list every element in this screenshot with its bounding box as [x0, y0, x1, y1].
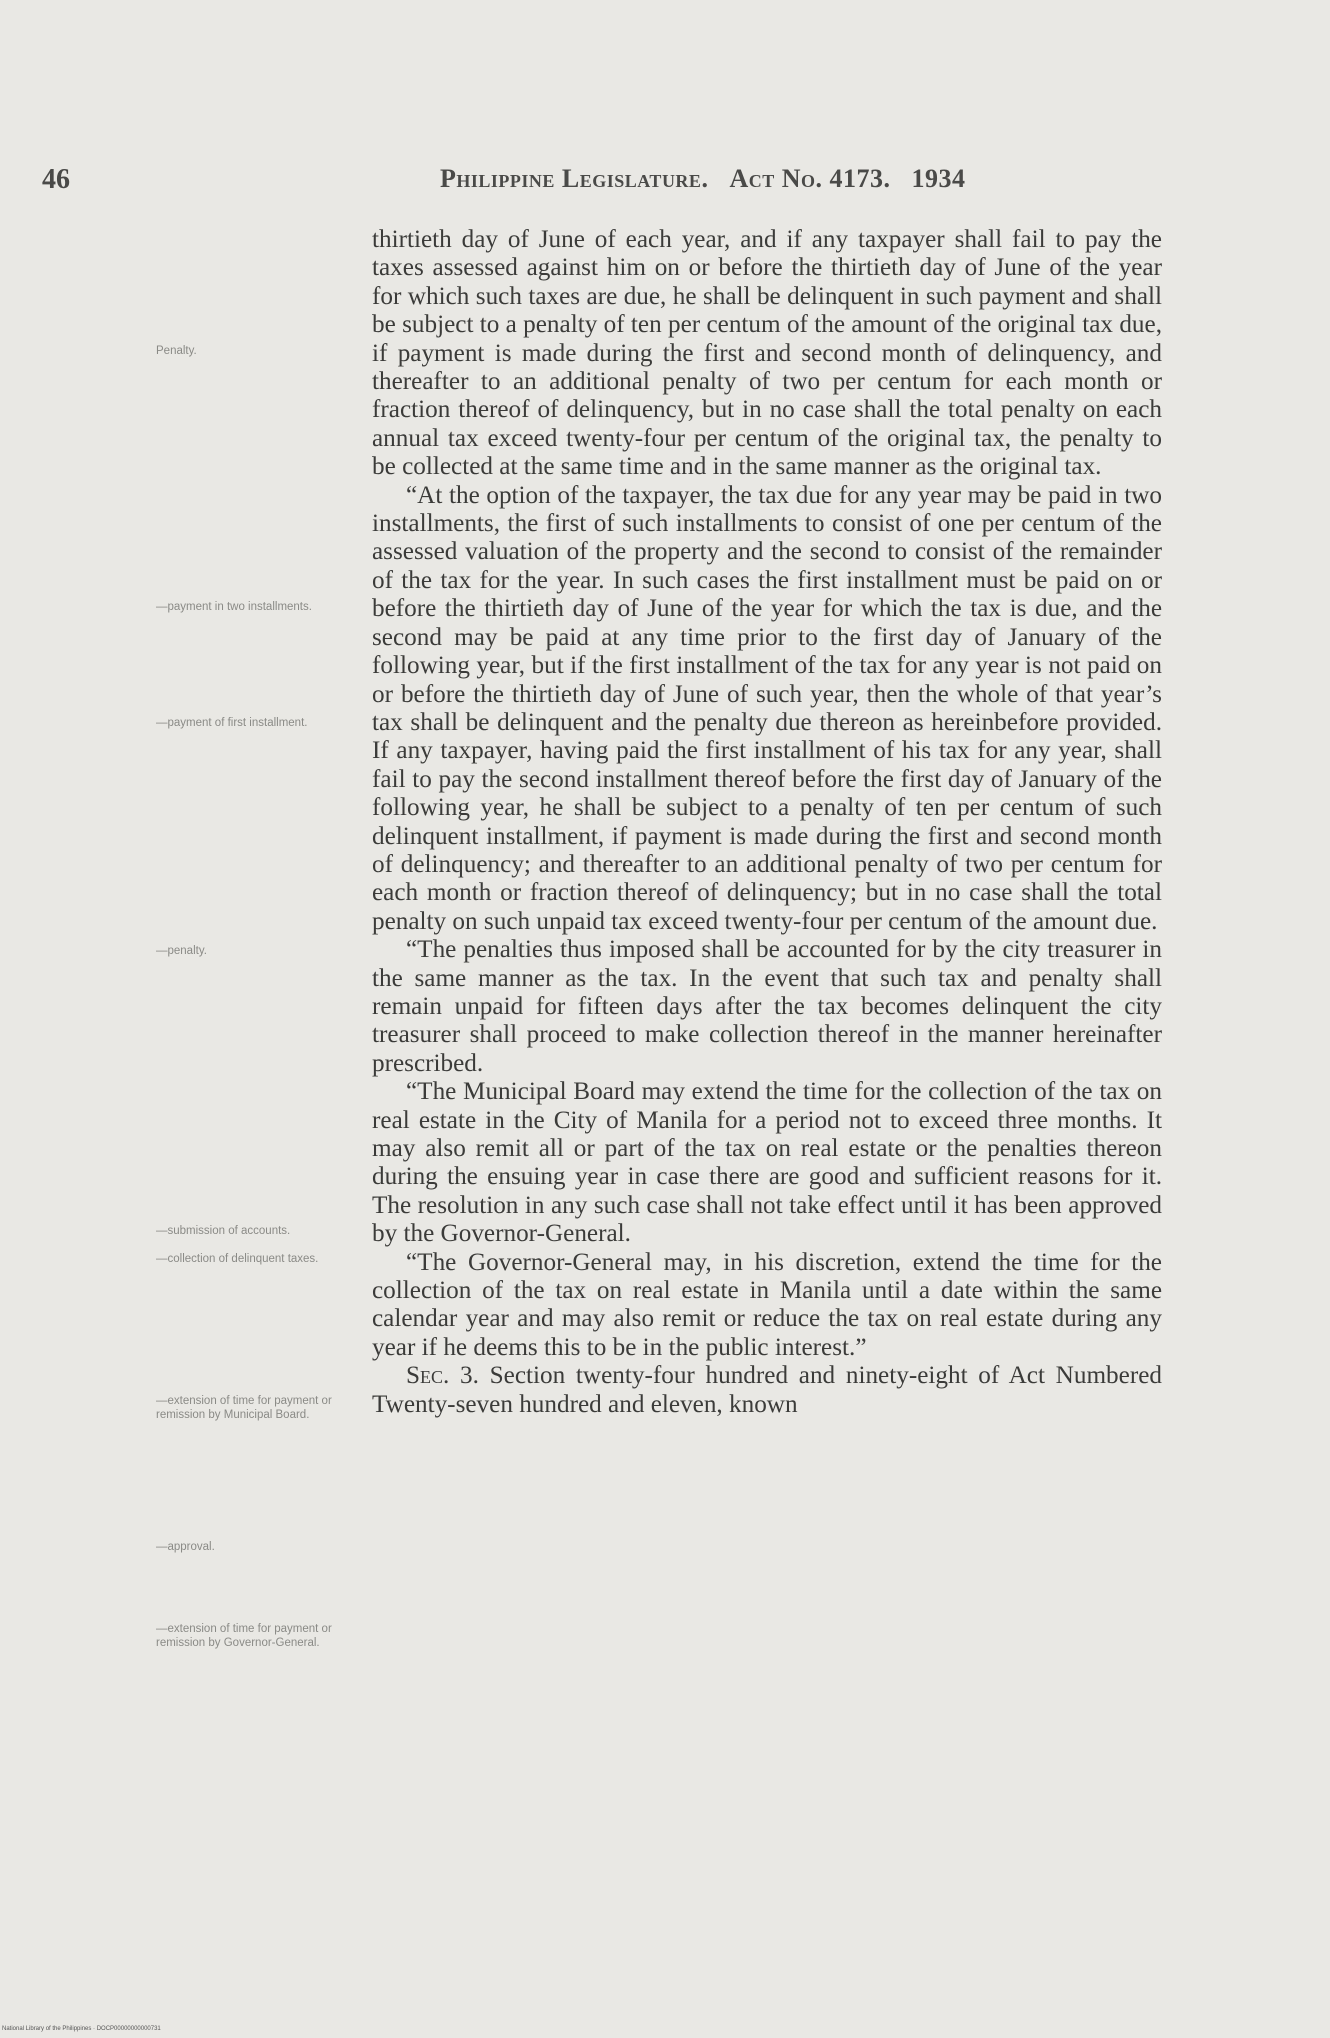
section-text: Section twenty-four hundred and ninety-eight of Act Numbered Twenty-seven hundred and eleven, known [372, 1362, 1162, 1418]
body-text [372, 226, 1162, 1419]
margin-note-collection: —collection of delinquent taxes. [156, 1253, 319, 1265]
paragraph: “The penalties thus imposed shall be accounted for by the city treasurer in the same manner as the tax. In the event that such tax and penalty shall remain unpaid for fifteen days after the tax becomes delinquent the city treasurer shall proceed to make collection thereof in the manner hereinafter prescribed. [372, 936, 1162, 1077]
running-head [440, 164, 1160, 194]
page-number: 46 [42, 164, 70, 195]
running-head-year: 1934 [911, 164, 966, 193]
running-head-act: Act No. 4173. [729, 164, 891, 193]
margin-note-submission: —submission of accounts. [156, 1225, 291, 1237]
paragraph: “The Governor-General may, in his discretion, extend the time for the collection of the tax on real estate in Manila until a date within the same calendar year and may also remit or reduce the tax on real estate during any year if he deems this to be in the public interest.” [372, 1248, 1162, 1361]
margin-note-penalty: Penalty. [156, 345, 197, 357]
running-head-title: Philippine Legislature. [440, 164, 709, 193]
margin-note-first-installment: —payment of first installment. [156, 717, 308, 729]
footer-tag: National Library of the Philippines · DOCP00000000000731 [2, 2026, 161, 2032]
margin-note-extension-governor: —extension of time for payment or remission by Governor-General. [156, 1623, 332, 1649]
margin-note-approval: —approval. [156, 1541, 215, 1553]
section-paragraph [372, 1362, 1162, 1419]
margin-note-penalty-2: —penalty. [156, 945, 207, 957]
paragraph: “The Municipal Board may extend the time for the collection of the tax on real estate in the City of Manila for a period not to exceed three months. It may also remit all or part of the tax on real estate or the penalties thereon during the ensuing year in case there are good and sufficient reasons for it. The resolution in any such case shall not take effect until it has been approved by the Governor-General. [372, 1078, 1162, 1248]
section-label: Sec. 3. [406, 1362, 479, 1390]
margin-note-extension-board: —extension of time for payment or remission by Municipal Board. [156, 1395, 332, 1421]
paragraph: thirtieth day of June of each year, and if any taxpayer shall fail to pay the taxes assessed against him on or before the thirtieth day of June of the year for which such taxes are due, he shall be delinquent in such payment and shall be subject to a penalty of ten per centum of the amount of the original tax due, if payment is made during the first and second month of delinquency, and thereafter to an additional penalty of two per centum for each month or fraction thereof of delinquency, but in no case shall the total penalty on each annual tax exceed twenty-four per centum of the original tax, the penalty to be collected at the same time and in the same manner as the original tax. [372, 226, 1162, 481]
paragraph: “At the option of the taxpayer, the tax due for any year may be paid in two installments, the first of such installments to consist of one per centum of the assessed valuation of the property and the second to consist of the remainder of the tax for the year. In such cases the first installment must be paid on or before the thirtieth day of June of the year for which the tax is due, and the second may be paid at any time prior to the first day of January of the following year, but if the first installment of the tax for any year is not paid on or before the thirtieth day of June of such year, then the whole of that year’s tax shall be delinquent and the penalty due thereon as hereinbefore provided. If any taxpayer, having paid the first installment of his tax for any year, shall fail to pay the second installment thereof before the first day of January of the following year, he shall be subject to a penalty of ten per centum of such delinquent installment, if payment is made during the first and second month of delinquency; and thereafter to an additional penalty of two per centum for each month or fraction thereof of delinquency; but in no case shall the total penalty on such unpaid tax exceed twenty-four per centum of the amount due. [372, 481, 1162, 935]
margin-note-two-installments: —payment in two installments. [156, 601, 312, 613]
